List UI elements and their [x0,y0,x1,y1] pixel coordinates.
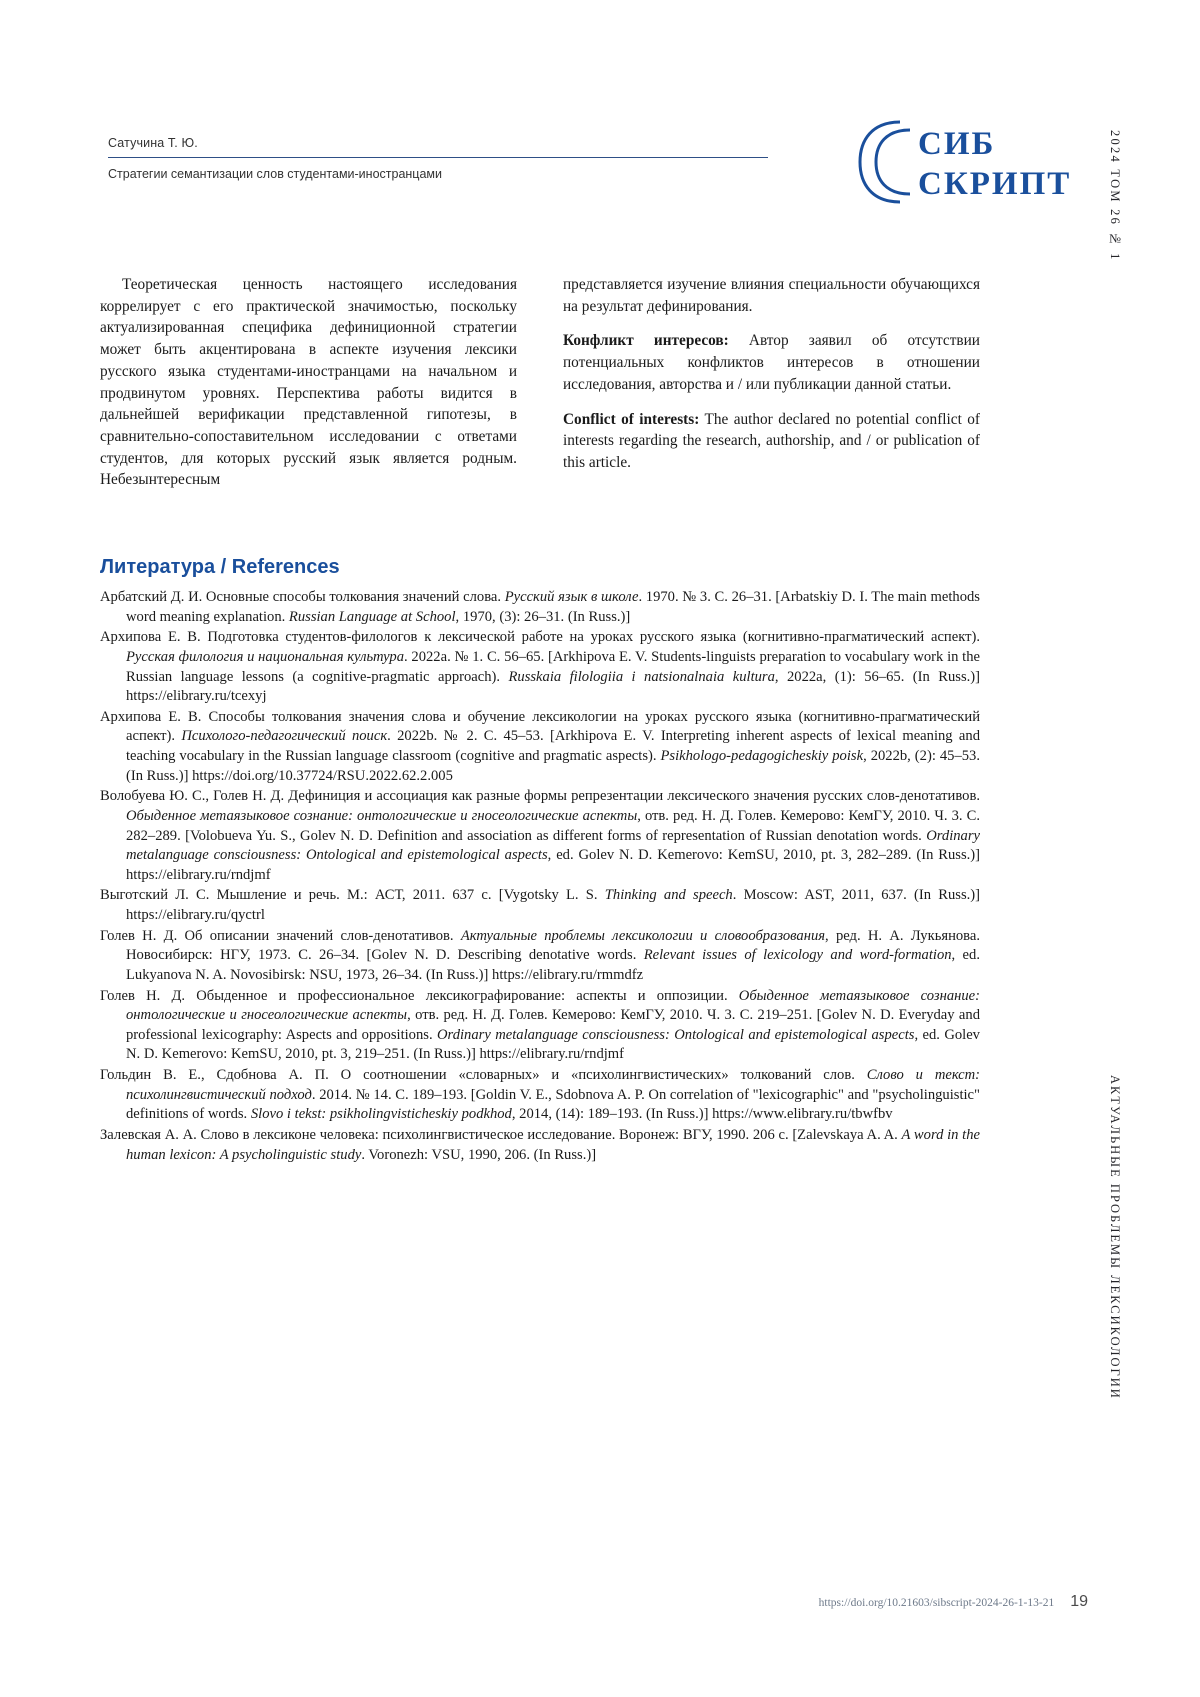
reference-item: Голев Н. Д. Обыденное и профессиональное лексикографирование: аспекты и оппозиции. Обыденное метаязыковое сознание: онтологические и гносеологические аспекты, отв. ред. Н. Д. Голев. Кемерово: КемГУ, 2010. Ч. 3. С. 219–251. [Golev N. D. Everyday and professional lexicography: Aspects and oppositions. Ordinary metalanguage consciousness: Ontological and epistemological aspects, ed. Golev N. D. Kemerovo: KemSU, 2010, pt. 3, 219–251. (In Russ.)] https://elibrary.ru/rndjmf [100,987,981,1063]
header-article-title: Стратегии семантизации слов студентами-иностранцами [108,167,442,181]
page-footer [819,1593,1088,1611]
conflict-en-label: Conflict of interests: [563,410,700,428]
header-author: Сатучина Т. Ю. [108,136,198,150]
conflict-of-interests-ru [563,330,980,395]
page-header [108,136,768,181]
svg-text:СИБ: СИБ [918,126,996,162]
references-heading: Литература / References [100,556,340,578]
reference-item: Архипова Е. В. Способы толкования значения слова и обучение лексикологии на уроках русского языка (когнитивно-прагматический аспект). Психолого-педагогический поиск. 2022b. № 2. С. 45–53. [Arkhipova E. V. Interpreting inherent aspects of lexical meaning and teaching vocabulary in the Russian language classroom (cognitive and pragmatic aspects). Psikhologo-pedagogicheskiy poisk, 2022b, (2): 45–53. (In Russ.)] https://doi.org/10.37724/RSU.2022.62.2.005 [100,708,980,784]
issue-label: 2024 ТОМ 26 № 1 [1108,130,1122,262]
conflict-of-interests-en [563,409,980,474]
body-column-left [100,274,517,491]
paragraph-conclusion: Теоретическая ценность настоящего исследования коррелирует с его практической значимостью, поскольку актуализированная специфика дефиниционной стратегии может быть акцентирована в аспекте изучения лексики русского языка студентами-иностранцами на начальном и продвинутом уровнях. Перспектива работы видится в дальнейшей верификации представленной гипотезы, в сравнительно-сопоставительном исследовании с ответами студентов, для которых русский язык является родным. Небезынтересным [100,276,517,489]
reference-item: Гольдин В. Е., Сдобнова А. П. О соотношении «словарных» и «психолингвистических» толкований слов. Слово и текст: психолингвистический подход. 2014. № 14. С. 189–193. [Goldin V. E., Sdobnova A. P. On correlation of "lexicographic" and "psycholinguistic" definitions of words. Slovo i tekst: psikholingvisticheskiy podkhod, 2014, (14): 189–193. (In Russ.)] https://www.elibrary.ru/tbwfbv [100,1067,980,1123]
conflict-ru-label: Конфликт интересов: [563,332,729,350]
body-column-right [563,274,980,491]
conflict-ru-text: Автор заявил об отсутствии потенциальных конфликтов интересов в отношении исследования, авторства и / или публикации данной статьи. [563,332,980,393]
reference-item: Архипова Е. В. Подготовка студентов-филологов к лексической работе на уроках русского языка (когнитивно-прагматический аспект). Русская филология и национальная культура. 2022a. № 1. С. 56–65. [Arkhipova E. V. Students-linguists preparation to vocabulary work in the Russian language lessons (a cognitive-pragmatic approach). Russkaia filologiia i natsionalnaia kultura, 2022a, (1): 56–65. (In Russ.)] https://elibrary.ru/tcexyj [100,629,980,705]
reference-item: Голев Н. Д. Об описании значений слов-денотативов. Актуальные проблемы лексикологии и словообразования, ред. Н. А. Лукьянова. Новосибирск: НГУ, 1973. С. 26–34. [Golev N. D. Describing denotative words. Relevant issues of lexicology and word-formation, ed. Lukyanova N. A. Novosibirsk: NSU, 1973, 26–34. (In Russ.)] https://elibrary.ru/rmmdfz [100,927,980,983]
references-list [100,588,980,1166]
paragraph-conclusion-cont: представляется изучение влияния специальности обучающихся на результат дефинирования. [563,276,980,315]
section-label: АКТУАЛЬНЫЕ ПРОБЛЕМЫ ЛЕКСИКОЛОГИИ [1108,1075,1122,1400]
body-columns [100,274,980,491]
footer-page-number: 19 [1070,1593,1088,1610]
reference-item: Волобуева Ю. С., Голев Н. Д. Дефиниция и ассоциация как разные формы репрезентации лексического значения русских слов-денотативов. Обыденное метаязыковое сознание: онтологические и гносеологические аспекты, отв. ред. Н. Д. Голев. Кемерово: КемГУ, 2010. Ч. 3. С. 282–289. [Volobueva Yu. S., Golev N. D. Definition and association as different forms of representation of Russian denotation words. Ordinary metalanguage consciousness: Ontological and epistemological aspects, ed. Golev N. D. Kemerovo: KemSU, 2010, pt. 3, 282–289. (In Russ.)] https://elibrary.ru/rndjmf [100,788,981,883]
reference-item: Залевская А. А. Слово в лексиконе человека: психолингвистическое исследование. Воронеж: ВГУ, 1990. 206 с. [Zalevskaya A. A. A word in the human lexicon: A psycholinguistic study. Voronezh: VSU, 1990, 206. (In Russ.)] [100,1126,980,1163]
footer-doi[interactable]: https://doi.org/10.21603/sibscript-2024-26-1-13-21 [818,1597,1055,1609]
conflict-en-text: The author declared no potential conflict of interests regarding the research, authorship, and / or publication of this article. [563,410,981,472]
reference-item: Арбатский Д. И. Основные способы толкования значений слова. Русский язык в школе. 1970. № 3. С. 26–31. [Arbatskiy D. I. The main methods word meaning explanation. Russian Language at School, 1970, (3): 26–31. (In Russ.)] [100,589,980,625]
svg-text:СКРИПТ: СКРИПТ [918,166,1072,202]
journal-logo [858,112,1088,212]
reference-item: Выготский Л. С. Мышление и речь. М.: АСТ, 2011. 637 с. [Vygotsky L. S. Thinking and speech. Moscow: AST, 2011, 637. (In Russ.)] https://elibrary.ru/qyctrl [100,887,980,923]
